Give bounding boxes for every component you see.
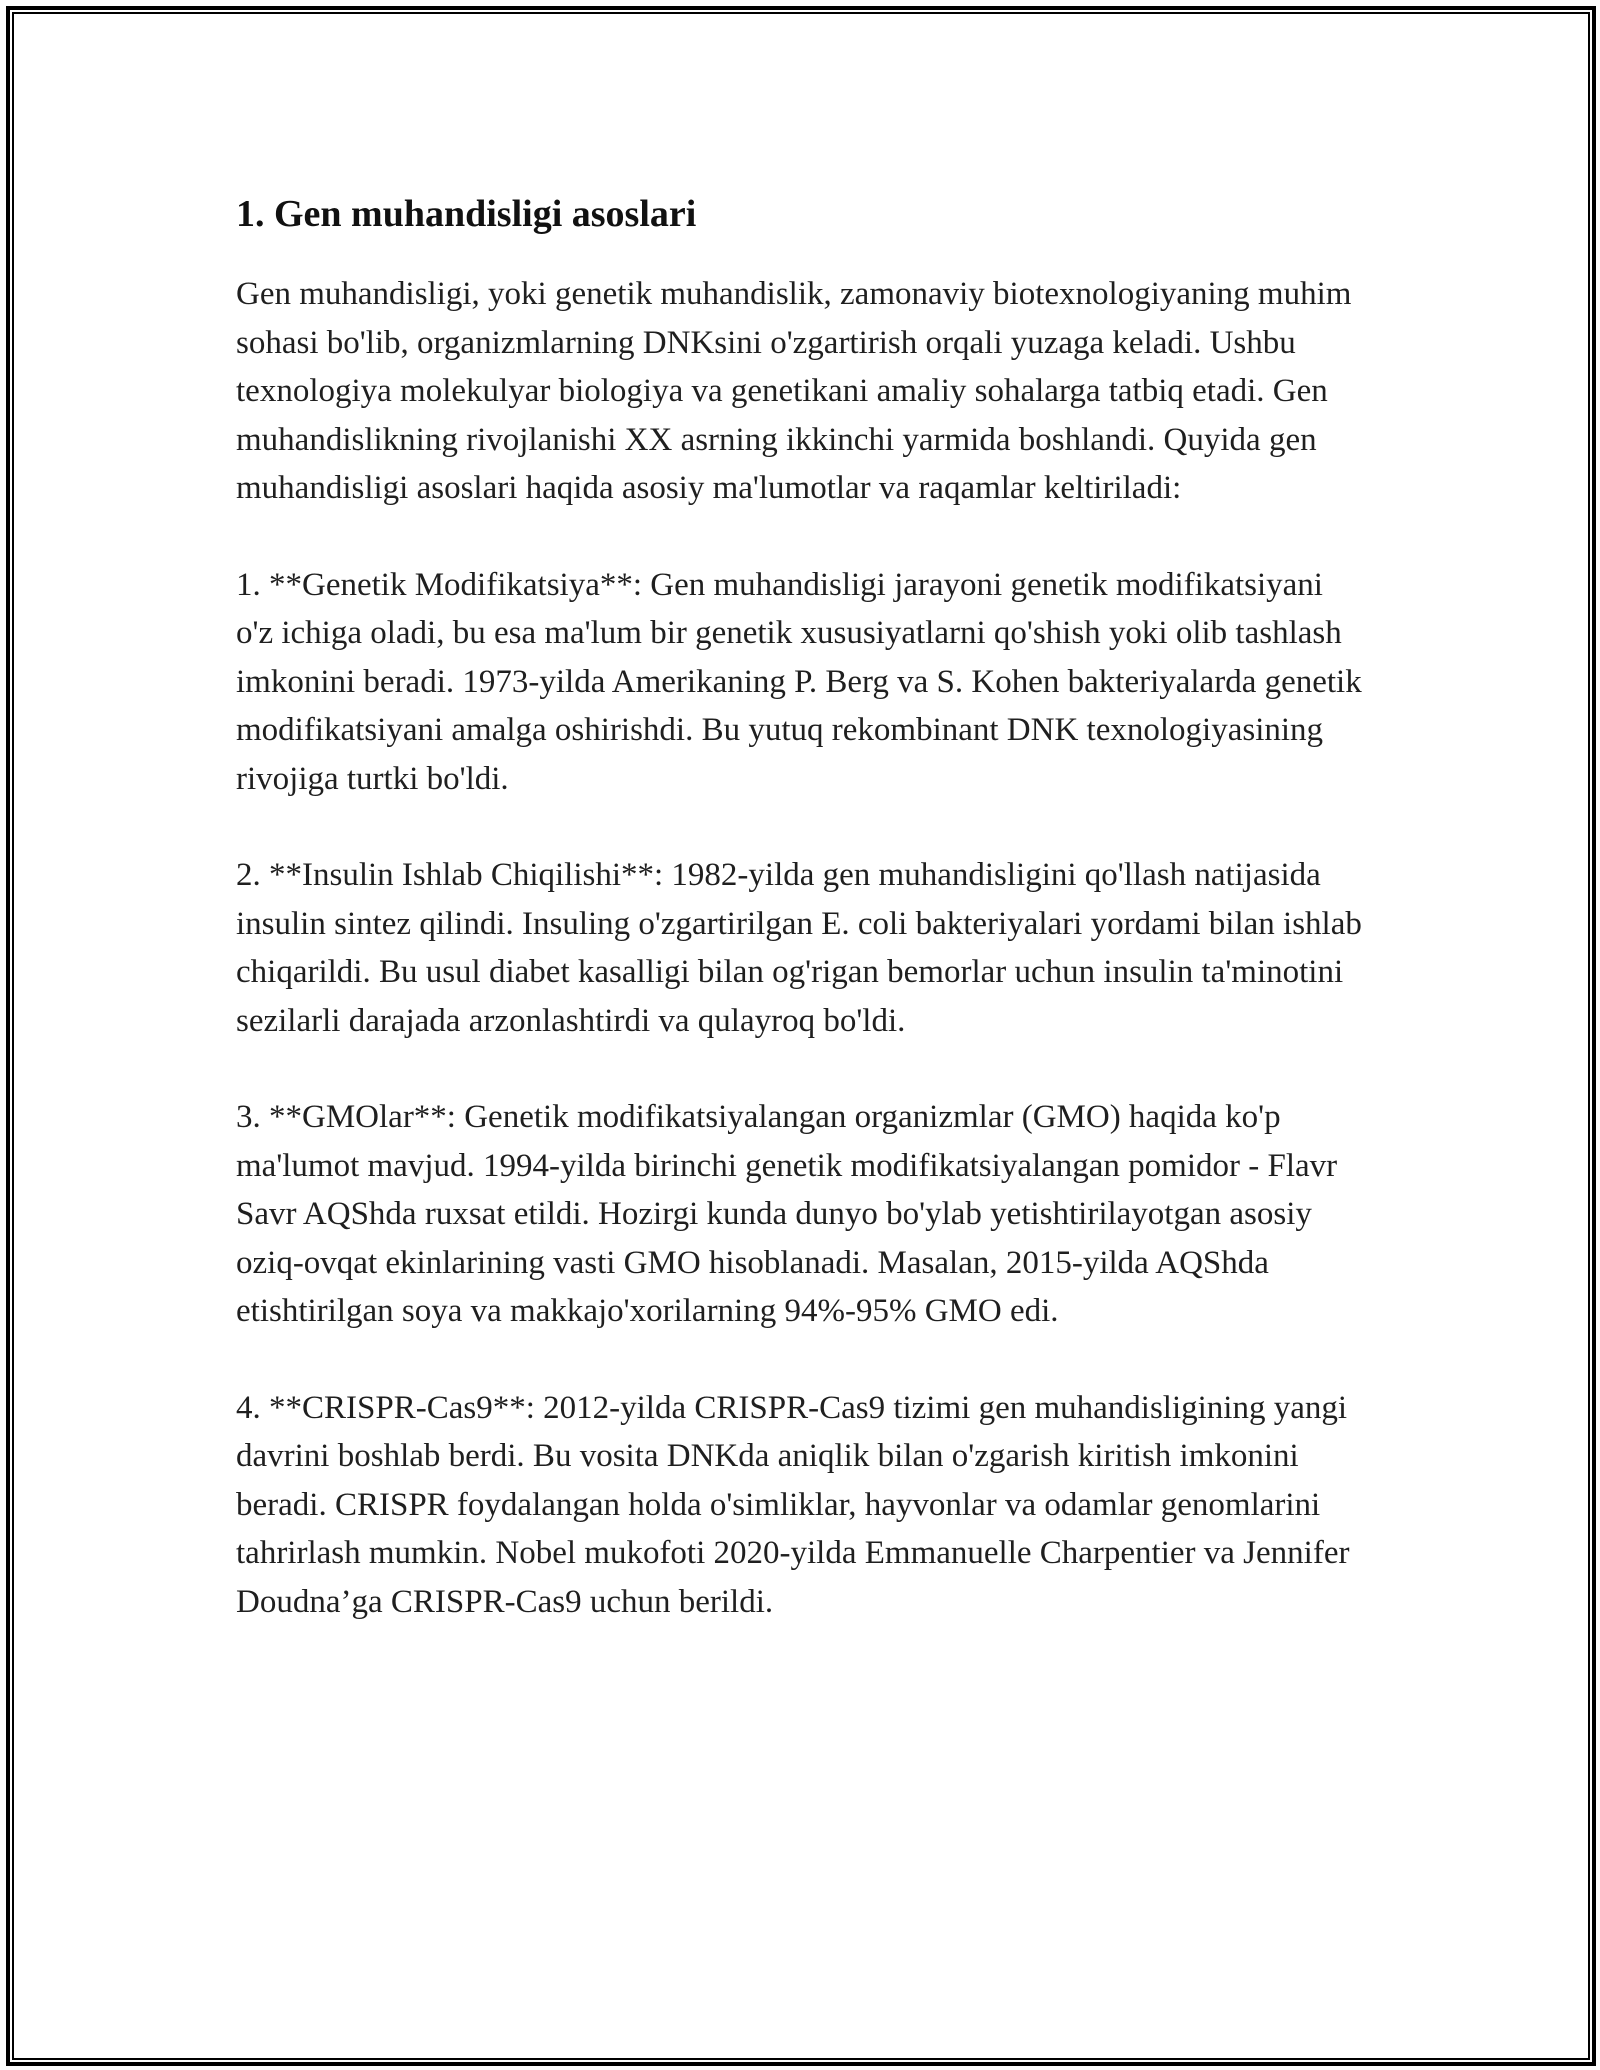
intro-paragraph: Gen muhandisligi, yoki genetik muhandislik, zamonaviy biotexnologiyaning muhim sohasi bo'lib, organizmlarning DNKsini o'zgartirish orqali yuzaga keladi. Ushbu texnologiya molekulyar biologiya va genetikani amaliy sohalarga tatbiq etadi. Gen muhandislikning rivojlanishi XX asrning ikkinchi yarmida boshlandi. Quyida gen muhandisligi asoslari haqida asosiy ma'lumotlar va raqamlar keltiriladi: (236, 276, 1352, 506)
paragraph-genetic-modification: 1. **Genetik Modifikatsiya**: Gen muhandisligi jarayoni genetik modifikatsiyani o'z ichiga oladi, bu esa ma'lum bir genetik xususiyatlarni qo'shish yoki olib tashlash imkonini beradi. 1973-yilda Amerikaning P. Berg va S. Kohen bakteriyalarda genetik modifikatsiyani amalga oshirishdi. Bu yutuq rekombinant DNK texnologiyasining rivojiga turtki bo'ldi. (236, 566, 1362, 797)
paragraph-crispr: 4. **CRISPR-Cas9**: 2012-yilda CRISPR-Cas9 tizimi gen muhandisligining yangi davrini boshlab berdi. Bu vosita DNKda aniqlik bilan o'zgarish kiritish imkonini beradi. CRISPR foydalangan holda o'simliklar, hayvonlar va odamlar genomlarini tahrirlash mumkin. Nobel mukofoti 2020-yilda Emmanuelle Charpentier va Jennifer Doudna’ga CRISPR-Cas9 uchun berildi. (236, 1389, 1350, 1620)
paragraph-gmo: 3. **GMOlar**: Genetik modifikatsiyalangan organizmlar (GMO) haqida ko'p ma'lumot mavjud. 1994-yilda birinchi genetik modifikatsiyalangan pomidor - Flavr Savr AQShda ruxsat etildi. Hozirgi kunda dunyo bo'ylab yetishtirilayotgan asosiy oziq-ovqat ekinlarining vasti GMO hisoblanadi. Masalan, 2015-yilda AQShda etishtirilgan soya va makkajo'xorilarning 94%-95% GMO edi. (236, 1099, 1338, 1329)
section-heading: 1. Gen muhandisligi asoslari (236, 193, 697, 235)
paragraph-insulin-production: 2. **Insulin Ishlab Chiqilishi**: 1982-yilda gen muhandisligini qo'llash natijasida insulin sintez qilindi. Insuling o'zgartirilgan E. coli bakteriyalari yordami bilan ishlab chiqarildi. Bu usul diabet kasalligi bilan og'rigan bemorlar uchun insulin ta'minotini sezilarli darajada arzonlashtirdi va qulayroq bo'ldi. (236, 857, 1362, 1039)
document-body (236, 186, 1366, 1674)
